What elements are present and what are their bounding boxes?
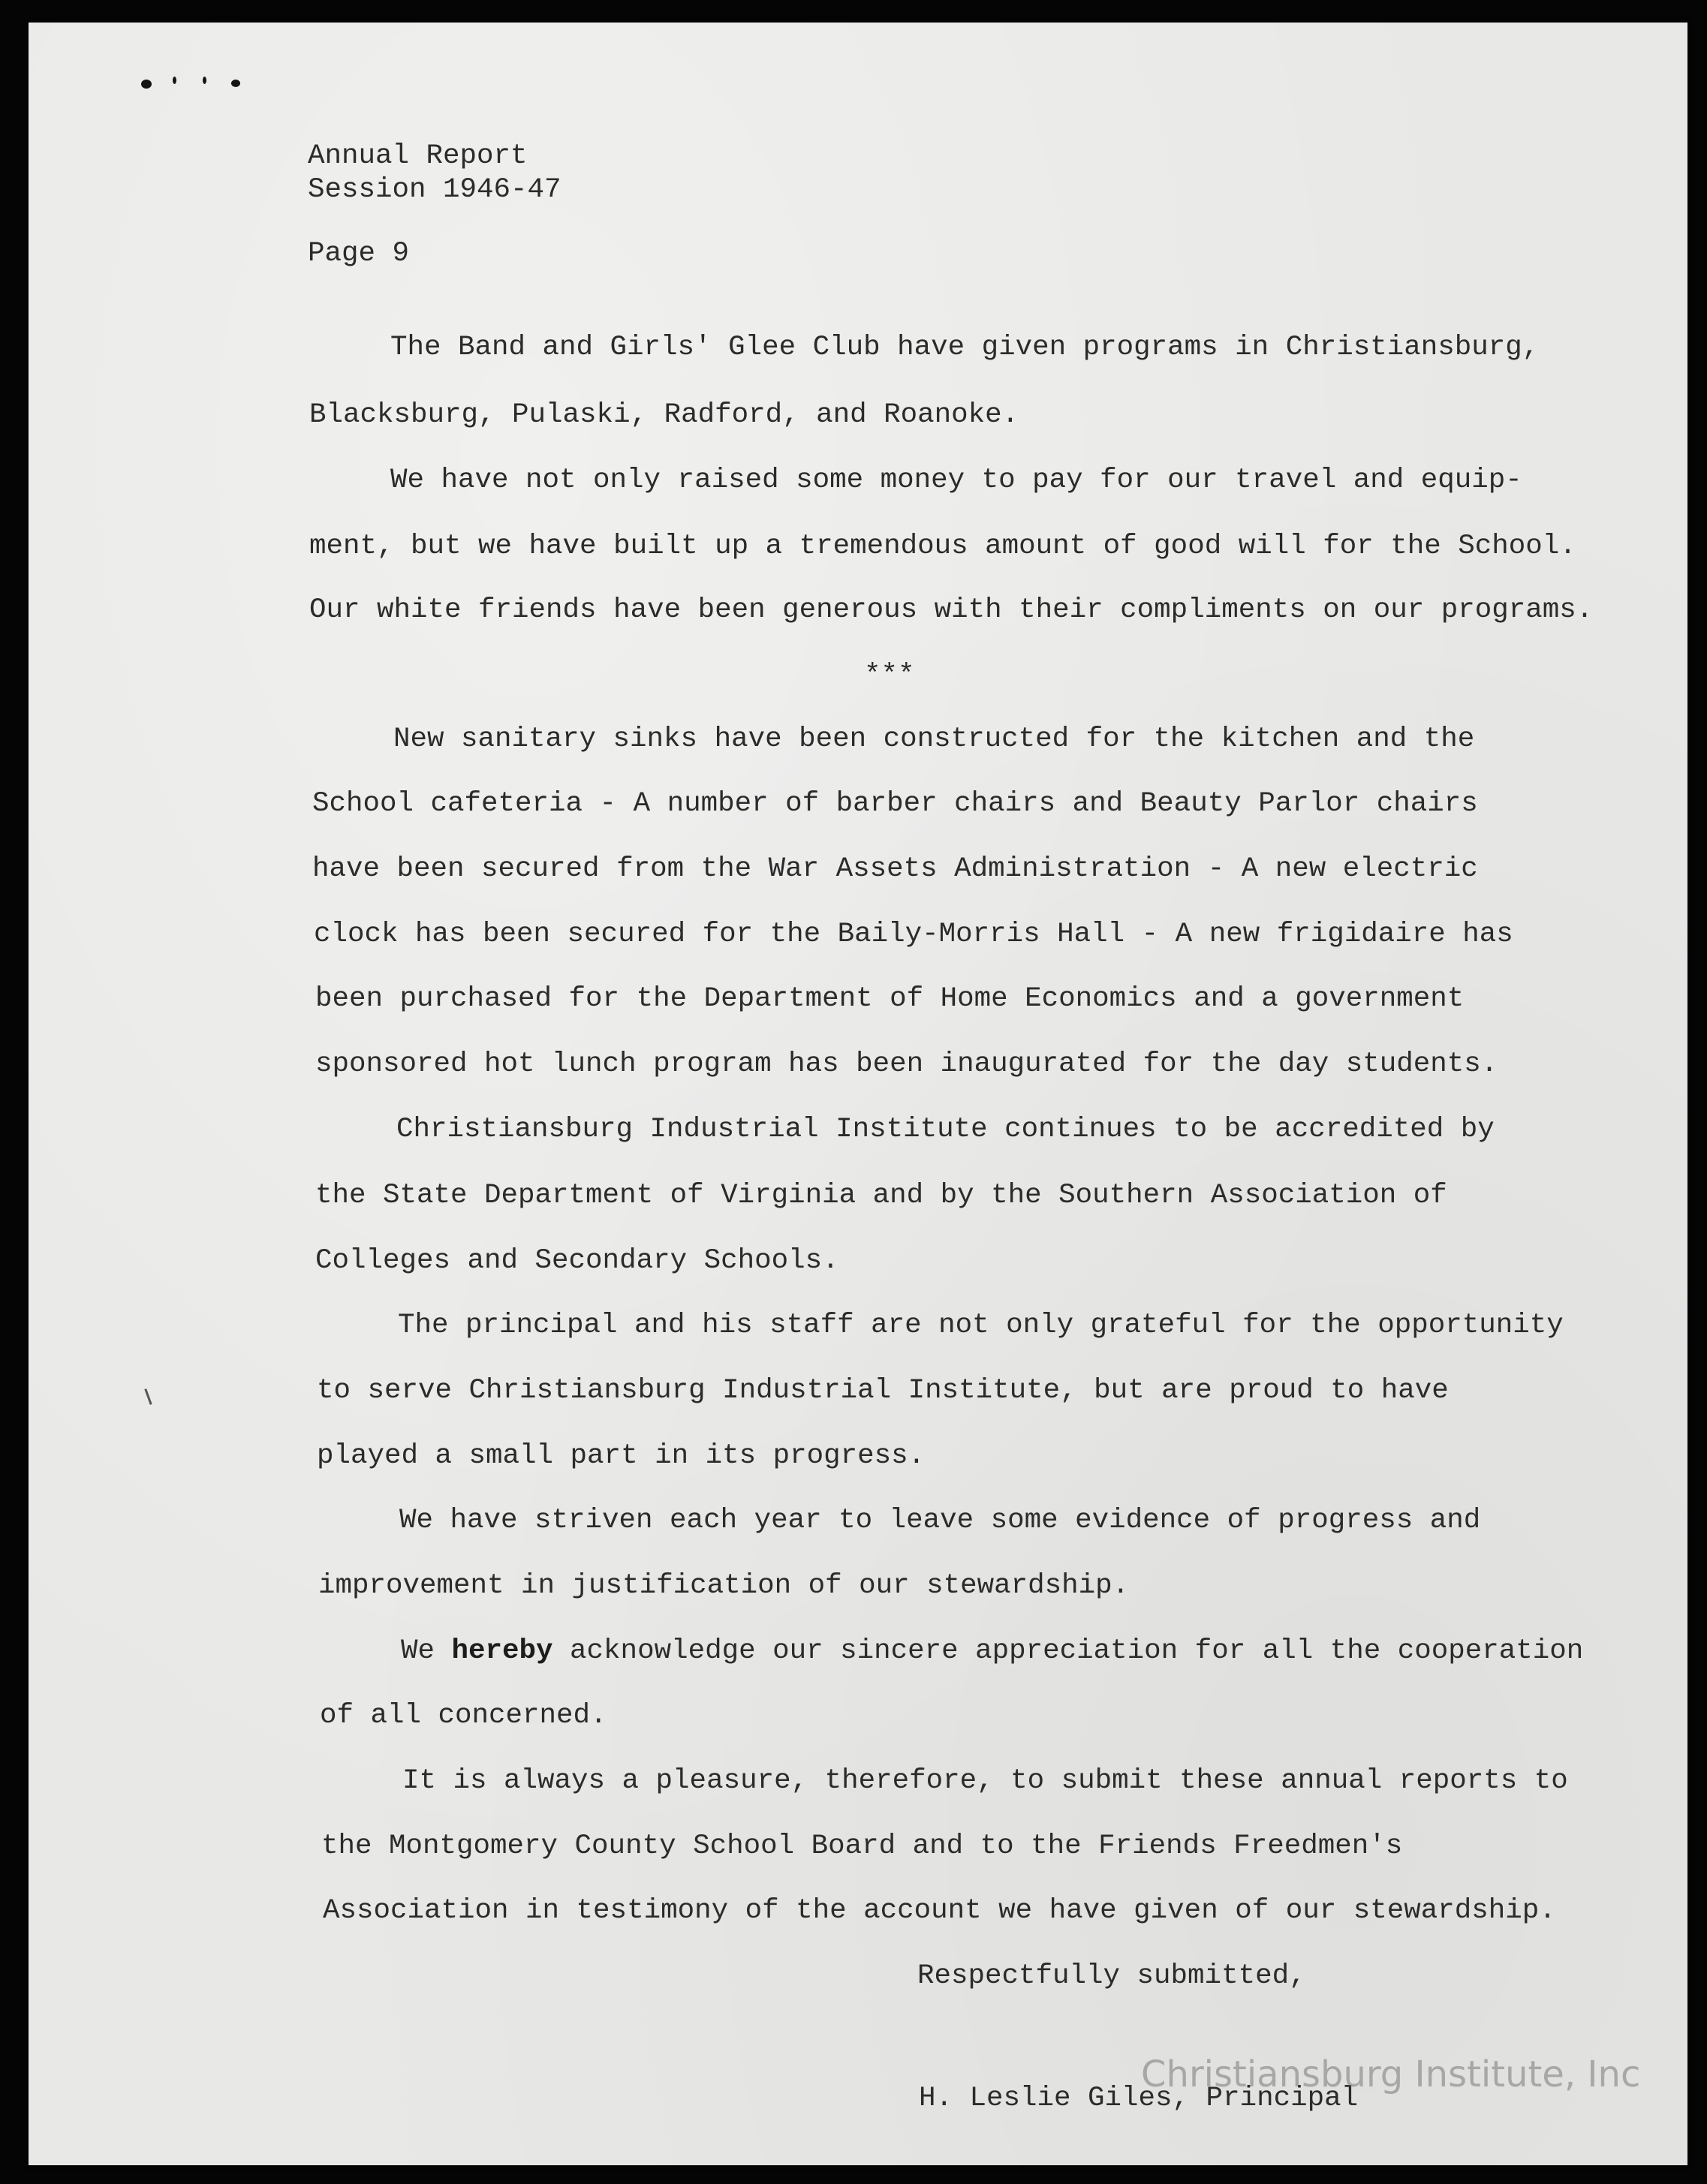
body-line: New sanitary sinks have been constructed for the kitchen and the bbox=[393, 723, 1475, 755]
closing-salutation: Respectfully submitted, bbox=[917, 1960, 1306, 1992]
body-line: Our white friends have been generous with their compliments on our programs. bbox=[309, 594, 1594, 626]
punch-holes bbox=[141, 57, 276, 80]
body-line: We have not only raised some money to pay for our travel and equip- bbox=[390, 465, 1522, 496]
overtyped-word: hereby bbox=[451, 1635, 553, 1667]
body-text: acknowledge our sincere appreciation for all the cooperation bbox=[552, 1635, 1584, 1667]
margin-mark bbox=[144, 1388, 152, 1405]
report-title: Annual Report bbox=[308, 140, 528, 172]
document-page bbox=[29, 23, 1687, 2165]
body-line: ment, but we have built up a tremendous amount of good will for the School. bbox=[309, 531, 1576, 562]
body-line bbox=[401, 1635, 1584, 1667]
body-line: Association in testimony of the account we have given of our stewardship. bbox=[323, 1895, 1556, 1927]
body-text: We bbox=[401, 1635, 452, 1667]
body-line: been purchased for the Department of Home Economics and a government bbox=[315, 983, 1465, 1015]
body-line: improvement in justification of our stewardship. bbox=[318, 1570, 1130, 1602]
punch-hole bbox=[203, 77, 206, 84]
report-session: Session 1946-47 bbox=[308, 174, 561, 206]
body-line: Christiansburg Industrial Institute continues to be accredited by bbox=[396, 1114, 1495, 1145]
page-number: Page 9 bbox=[308, 238, 410, 269]
body-line: of all concerned. bbox=[320, 1700, 607, 1731]
signature-name: H. Leslie Giles, Principal bbox=[919, 2083, 1359, 2114]
body-line: played a small part in its progress. bbox=[317, 1440, 926, 1472]
body-line: sponsored hot lunch program has been inaugurated for the day students. bbox=[315, 1048, 1498, 1080]
body-line: The principal and his staff are not only grateful for the opportunity bbox=[398, 1310, 1564, 1341]
body-line: It is always a pleasure, therefore, to submit these annual reports to bbox=[402, 1765, 1568, 1797]
section-separator: *** bbox=[864, 660, 915, 691]
body-line: have been secured from the War Assets Administration - A new electric bbox=[312, 853, 1478, 885]
body-line: We have striven each year to leave some evidence of progress and bbox=[399, 1505, 1481, 1536]
body-line: clock has been secured for the Baily-Morris Hall - A new frigidaire has bbox=[314, 919, 1513, 950]
body-line: The Band and Girls' Glee Club have given programs in Christiansburg, bbox=[390, 332, 1540, 363]
punch-hole bbox=[173, 77, 176, 84]
punch-hole bbox=[231, 80, 240, 87]
body-line: School cafeteria - A number of barber chairs and Beauty Parlor chairs bbox=[312, 788, 1478, 820]
body-line: the State Department of Virginia and by the Southern Association of bbox=[315, 1180, 1447, 1211]
watermark-text: Christiansburg Institute, Inc bbox=[1141, 2053, 1641, 2095]
body-line: the Montgomery County School Board and to the Friends Freedmen's bbox=[321, 1831, 1403, 1862]
body-line: to serve Christiansburg Industrial Institute, but are proud to have bbox=[317, 1375, 1449, 1406]
punch-hole bbox=[141, 80, 152, 89]
body-line: Blacksburg, Pulaski, Radford, and Roanoke. bbox=[309, 399, 1019, 431]
body-line: Colleges and Secondary Schools. bbox=[315, 1245, 839, 1277]
